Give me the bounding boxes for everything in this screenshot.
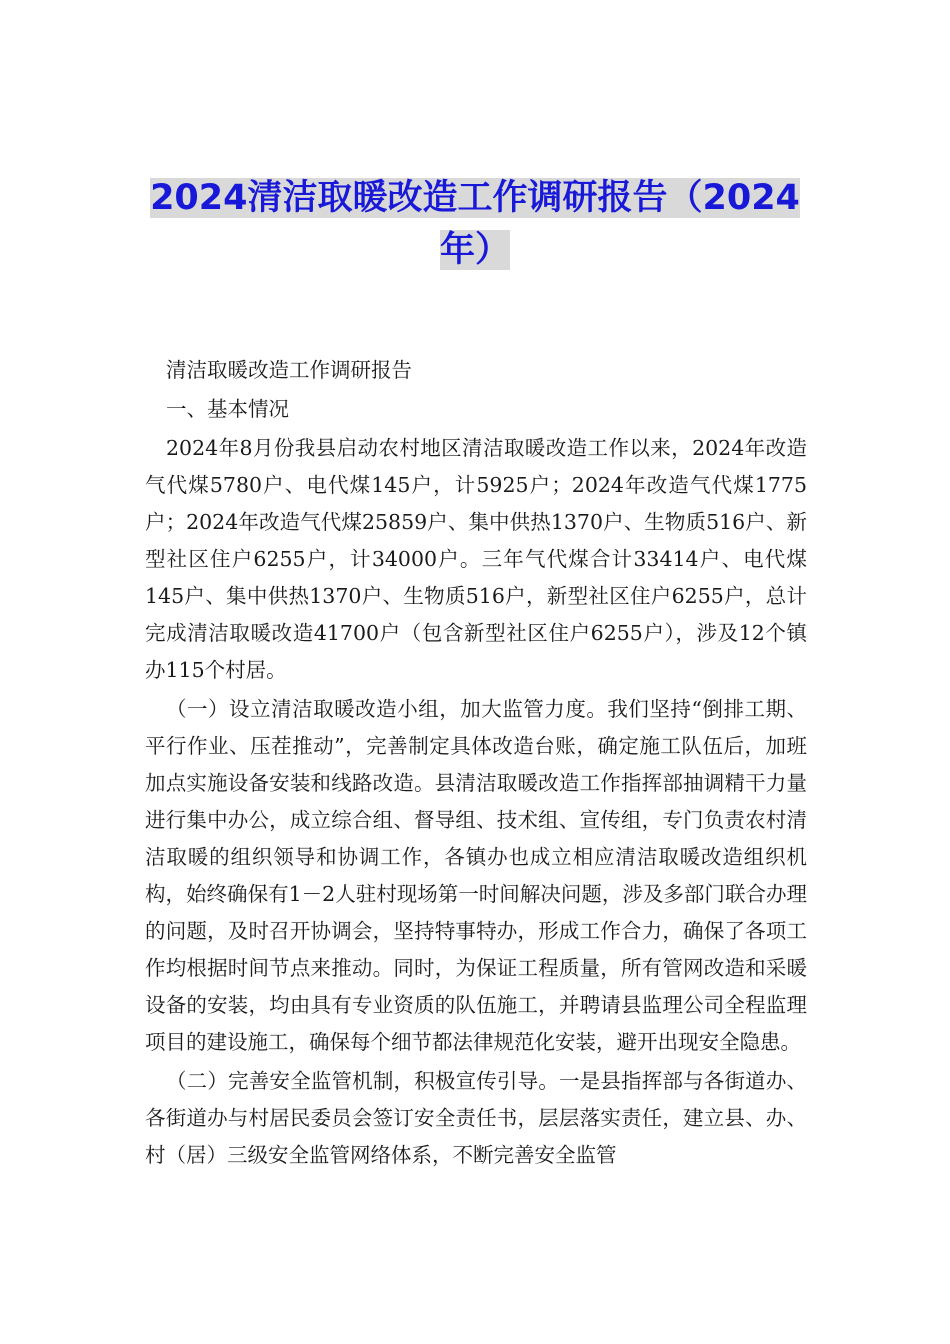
report-subtitle: 清洁取暖改造工作调研报告 <box>166 358 412 382</box>
paragraph-section-1: （一）设立清洁取暖改造小组，加大监管力度。我们坚持“倒排工期、平行作业、压茬推动”，完善制定具体改造台账，确定施工队伍后，加班加点实施设备安装和线路改造。县清洁取暖改造工作指挥部抽调精干力量进行集中办公，成立综合组、督导组、技术组、宣传组，专门负责农村清洁取暖的组织领导和协调工作，各镇办也成立相应清洁取暖改造组织机构，始终确保有1－2人驻村现场第一时间解决问题，涉及多部门联合办理的问题，及时召开协调会，坚持特事特办，形成工作合力，确保了各项工作均根据时间节点来推动。同时，为保证工程质量，所有管网改造和采暖设备的安装，均由具有专业资质的队伍施工，并聘请县监理公司全程监理项目的建设施工，确保每个细节都法律规范化安装，避开出现安全隐患。 <box>145 697 807 1054</box>
section-heading-basic-situation: 一、基本情况 <box>166 397 289 421</box>
document-title: 2024清洁取暖改造工作调研报告（2024年） <box>150 178 800 270</box>
paragraph-section-2: （二）完善安全监管机制，积极宣传引导。一是县指挥部与各街道办、各街道办与村居民委员会签订安全责任书，层层落实责任，建立县、办、村（居）三级安全监管网络体系，不断完善安全监管 <box>145 1069 807 1167</box>
paragraph-basic-situation: 2024年8月份我县启动农村地区清洁取暖改造工作以来，2024年改造气代煤5780户、电代煤145户，计5925户；2024年改造气代煤1775户；2024年改造气代煤25859户、集中供热1370户、生物质516户、新型社区住户6255户，计34000户。三年气代煤合计33414户、电代煤145户、集中供热1370户、生物质516户，新型社区住户6255户，总计完成清洁取暖改造41700户（包含新型社区住户6255户），涉及12个镇办115个村居。 <box>145 436 807 682</box>
document-body <box>145 352 807 1176</box>
